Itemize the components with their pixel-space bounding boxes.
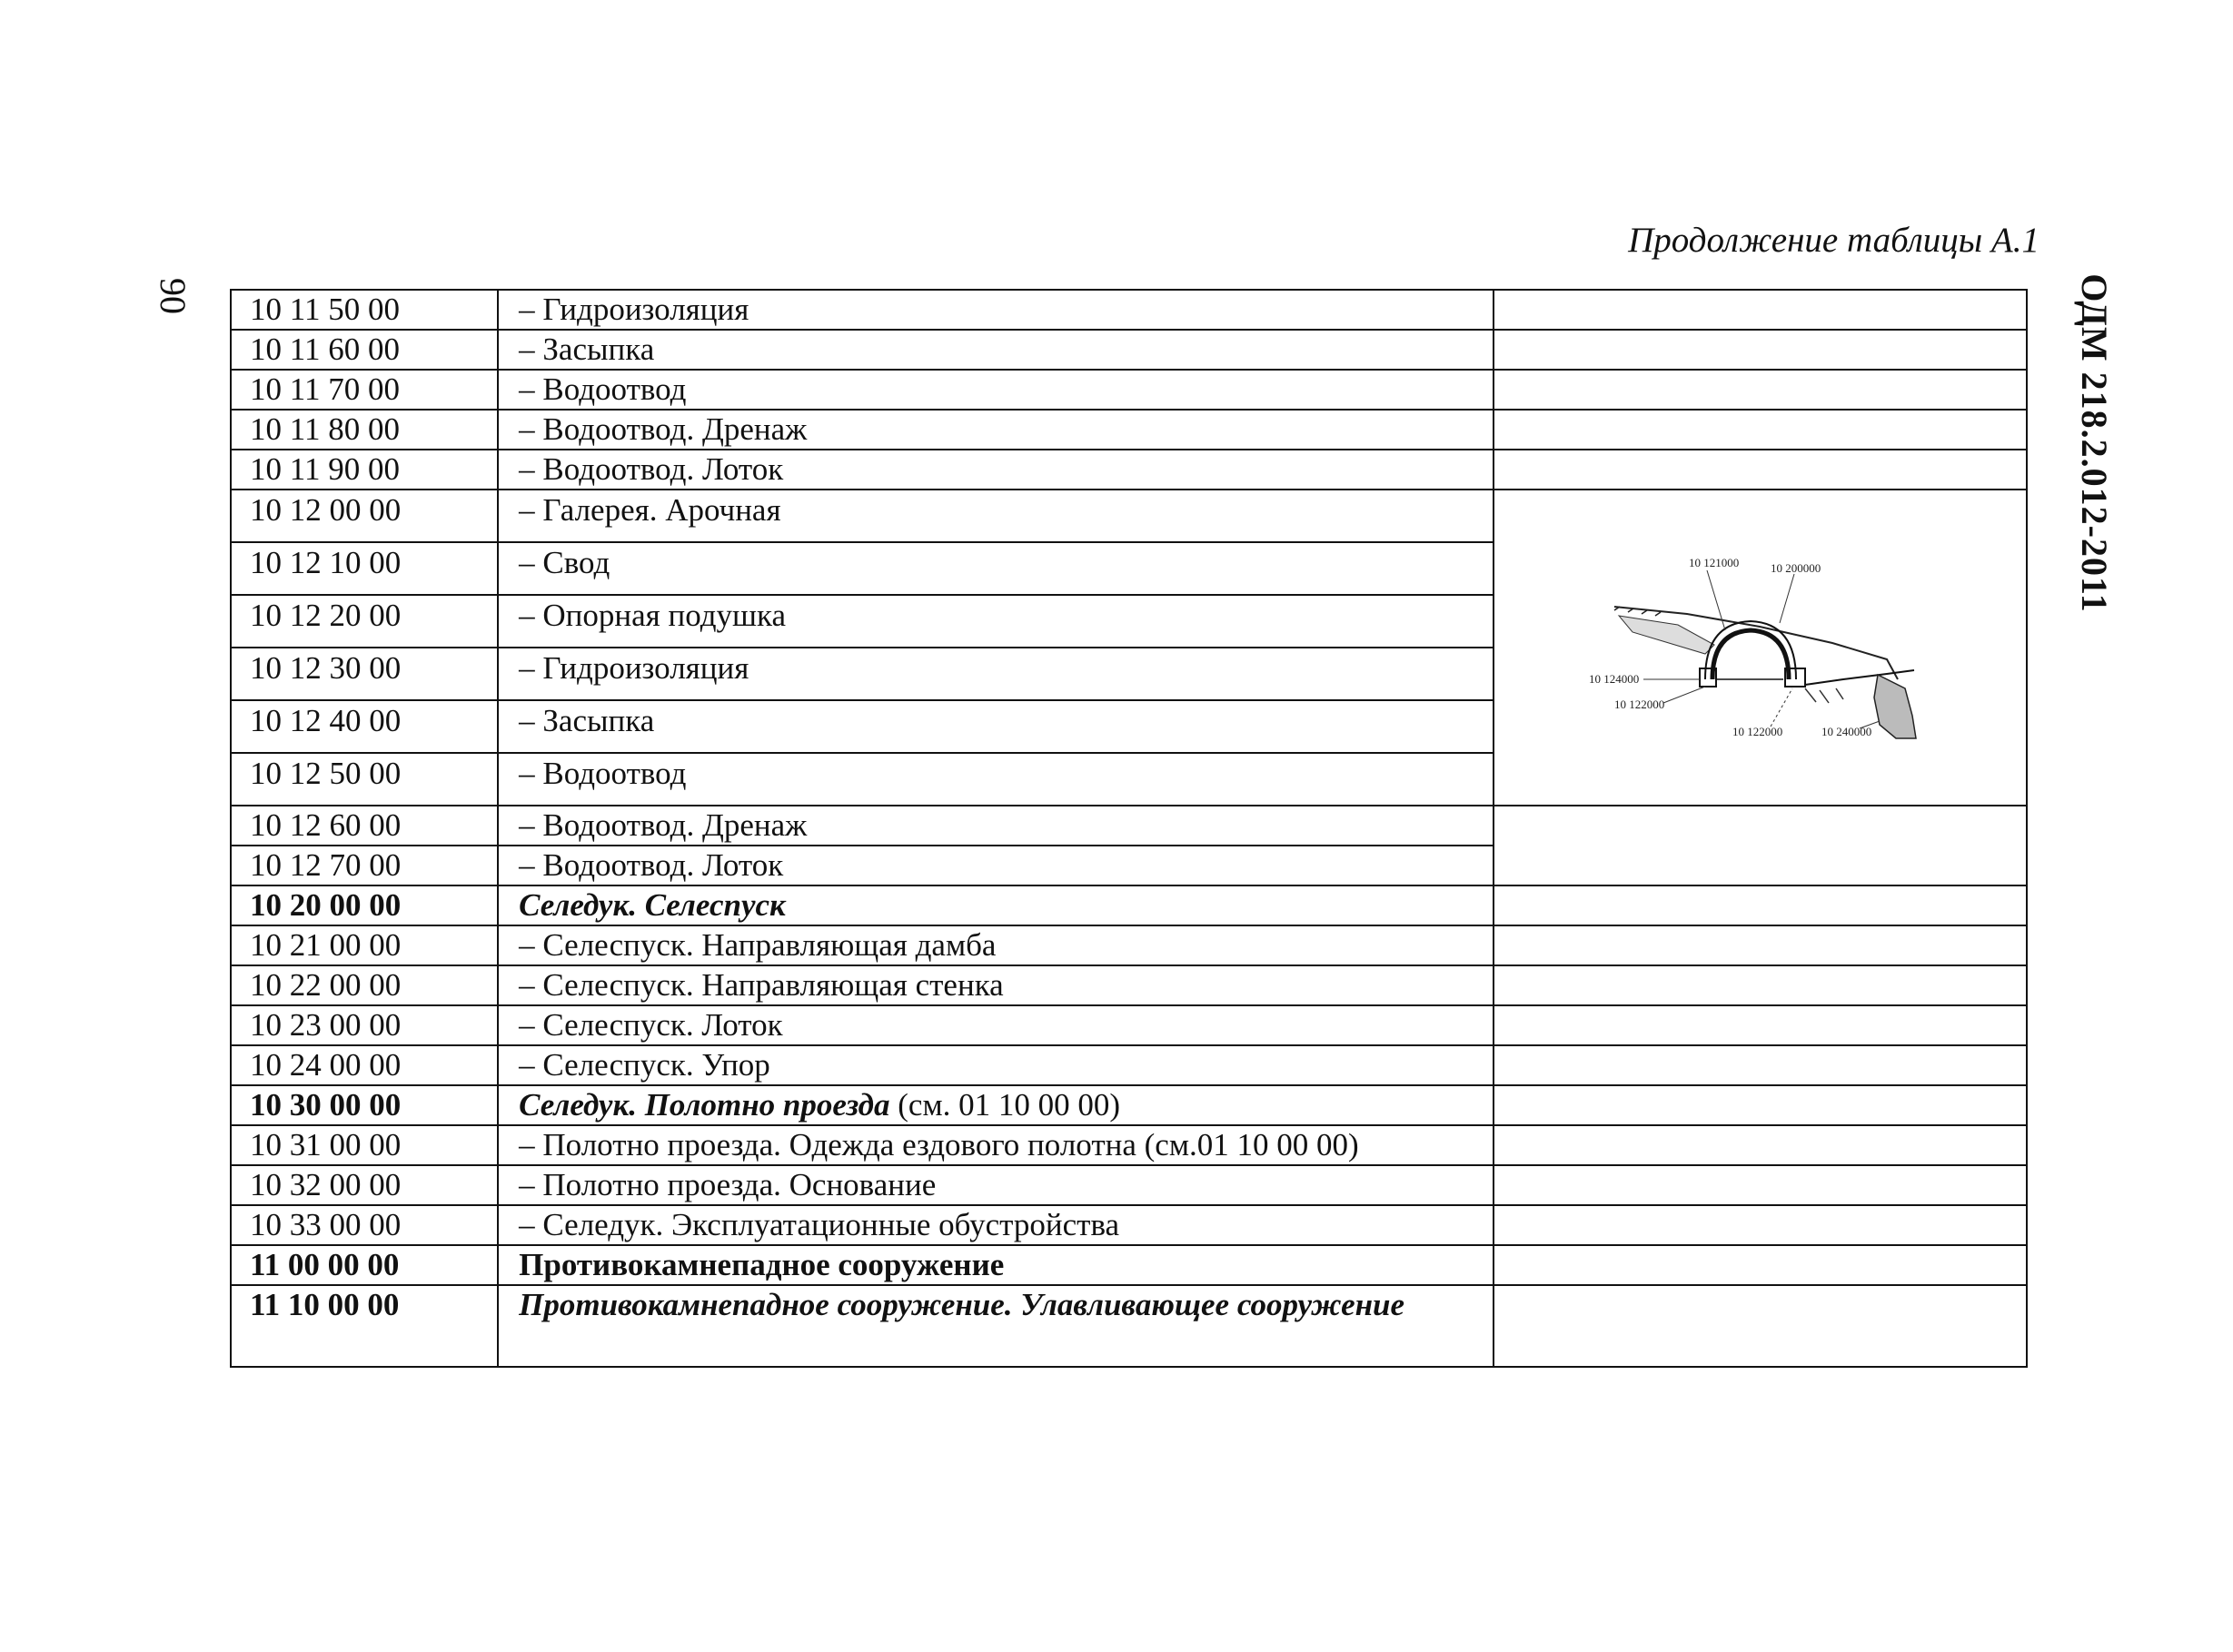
code-cell: 11 00 00 00 (231, 1245, 498, 1285)
empty-cell (1494, 330, 2027, 370)
code-cell: 10 12 70 00 (231, 846, 498, 885)
code-cell: 10 33 00 00 (231, 1205, 498, 1245)
diagram-label: 10 200000 (1771, 561, 1821, 575)
page-number: 90 (153, 278, 194, 314)
table-row (231, 1005, 2027, 1045)
table-row (231, 885, 2027, 925)
empty-cell (1494, 806, 2027, 885)
diagram-label: 10 124000 (1589, 672, 1640, 686)
code-cell: 10 11 70 00 (231, 370, 498, 410)
code-cell: 10 32 00 00 (231, 1165, 498, 1205)
diagram-label: 10 122000 (1732, 725, 1783, 738)
name-cell: Противокамнепадное сооружение. Улавливающее сооружение (498, 1285, 1494, 1367)
code-cell: 10 12 40 00 (231, 700, 498, 753)
code-cell: 10 24 00 00 (231, 1045, 498, 1085)
arched-gallery-diagram (1578, 543, 1941, 752)
empty-cell (1494, 410, 2027, 450)
diagram-label: 10 121000 (1689, 556, 1740, 569)
empty-cell (1494, 925, 2027, 965)
name-cell: – Гидроизоляция (498, 290, 1494, 330)
code-cell: 10 21 00 00 (231, 925, 498, 965)
table-row (231, 410, 2027, 450)
table-row (231, 1125, 2027, 1165)
table-row (231, 1205, 2027, 1245)
name-cell: – Полотно проезда. Основание (498, 1165, 1494, 1205)
empty-cell (1494, 885, 2027, 925)
name-cell: – Свод (498, 542, 1494, 595)
empty-cell (1494, 290, 2027, 330)
table-row (231, 370, 2027, 410)
table-continuation-title: Продолжение таблицы А.1 (1628, 221, 2039, 260)
table-row (231, 925, 2027, 965)
name-cell: – Водоотвод. Лоток (498, 846, 1494, 885)
code-cell: 10 30 00 00 (231, 1085, 498, 1125)
arched-gallery-diagram-cell (1494, 490, 2027, 806)
name-cell: – Селедук. Эксплуатационные обустройства (498, 1205, 1494, 1245)
code-cell: 10 12 00 00 (231, 490, 498, 542)
name-cell: – Водоотвод (498, 370, 1494, 410)
name-cell: – Селеспуск. Направляющая дамба (498, 925, 1494, 965)
section-reference: (см. 01 10 00 00) (889, 1087, 1121, 1123)
name-cell: – Селеспуск. Упор (498, 1045, 1494, 1085)
diagram-label: 10 122000 (1614, 697, 1665, 711)
name-cell: – Полотно проезда. Одежда ездового полотна (см.01 10 00 00) (498, 1125, 1494, 1165)
table-row (231, 490, 2027, 542)
table-row (231, 1045, 2027, 1085)
name-cell: – Водоотвод. Дренаж (498, 806, 1494, 846)
document-id: ОДМ 218.2.012-2011 (2074, 273, 2115, 613)
empty-cell (1494, 1165, 2027, 1205)
diagram-label: 10 240000 (1821, 725, 1872, 738)
empty-cell (1494, 1205, 2027, 1245)
code-cell: 10 12 60 00 (231, 806, 498, 846)
code-cell: 10 31 00 00 (231, 1125, 498, 1165)
table-row (231, 290, 2027, 330)
code-cell: 10 12 50 00 (231, 753, 498, 806)
table-row (231, 1165, 2027, 1205)
table-row (231, 965, 2027, 1005)
code-cell: 10 23 00 00 (231, 1005, 498, 1045)
code-cell: 10 11 90 00 (231, 450, 498, 490)
code-cell: 10 20 00 00 (231, 885, 498, 925)
name-cell (498, 1085, 1494, 1125)
name-cell: – Водоотвод (498, 753, 1494, 806)
empty-cell (1494, 1285, 2027, 1367)
table-row (231, 806, 2027, 846)
name-cell: Противокамнепадное сооружение (498, 1245, 1494, 1285)
code-cell: 10 11 60 00 (231, 330, 498, 370)
name-cell: – Водоотвод. Лоток (498, 450, 1494, 490)
name-cell: – Галерея. Арочная (498, 490, 1494, 542)
name-cell: – Селеспуск. Направляющая стенка (498, 965, 1494, 1005)
code-cell: 10 12 20 00 (231, 595, 498, 648)
table-row (231, 1285, 2027, 1367)
classification-table (230, 289, 2028, 1368)
name-cell: – Засыпка (498, 700, 1494, 753)
code-cell: 10 12 10 00 (231, 542, 498, 595)
empty-cell (1494, 1245, 2027, 1285)
name-cell: – Засыпка (498, 330, 1494, 370)
name-cell: – Водоотвод. Дренаж (498, 410, 1494, 450)
name-cell: – Опорная подушка (498, 595, 1494, 648)
empty-cell (1494, 1005, 2027, 1045)
name-cell: – Селеспуск. Лоток (498, 1005, 1494, 1045)
empty-cell (1494, 1125, 2027, 1165)
code-cell: 11 10 00 00 (231, 1285, 498, 1367)
empty-cell (1494, 965, 2027, 1005)
table-row (231, 1085, 2027, 1125)
empty-cell (1494, 450, 2027, 490)
empty-cell (1494, 1045, 2027, 1085)
code-cell: 10 22 00 00 (231, 965, 498, 1005)
name-cell: – Гидроизоляция (498, 648, 1494, 700)
code-cell: 10 12 30 00 (231, 648, 498, 700)
table-row (231, 330, 2027, 370)
table-row (231, 450, 2027, 490)
code-cell: 10 11 80 00 (231, 410, 498, 450)
empty-cell (1494, 1085, 2027, 1125)
section-name: Селедук. Полотно проезда (519, 1087, 890, 1123)
empty-cell (1494, 370, 2027, 410)
table-row (231, 1245, 2027, 1285)
name-cell: Селедук. Селеспуск (498, 885, 1494, 925)
code-cell: 10 11 50 00 (231, 290, 498, 330)
